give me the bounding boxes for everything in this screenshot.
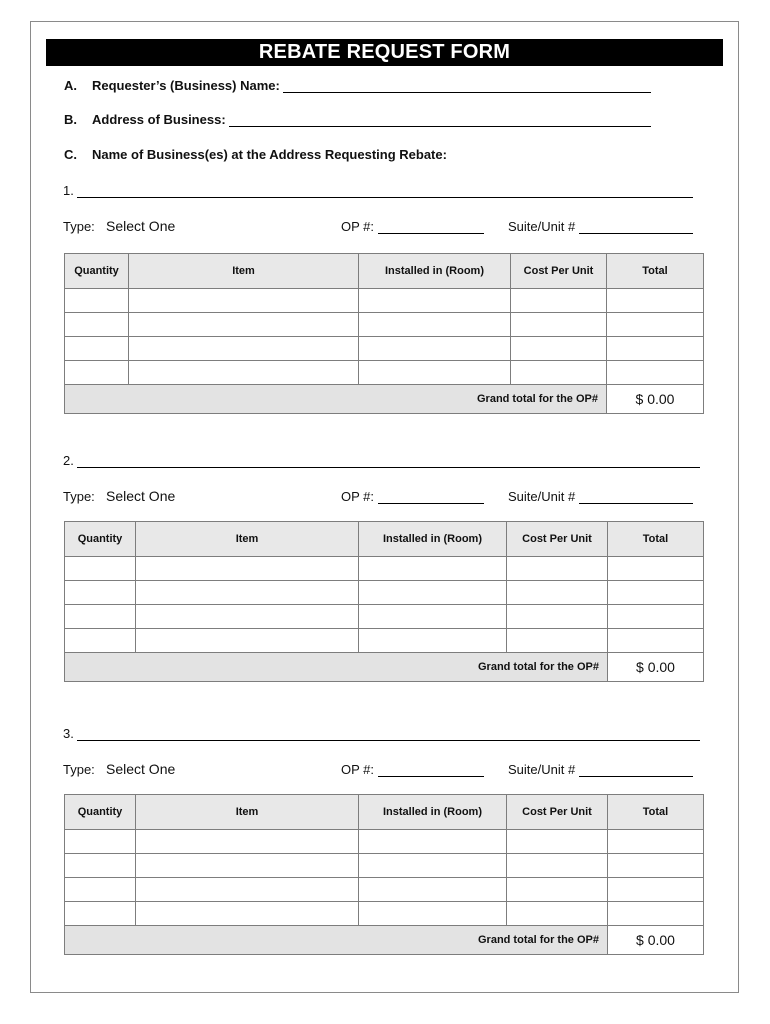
op-label: OP #:: [341, 219, 375, 234]
header-installed-room: Installed in (Room): [359, 254, 511, 289]
field-letter: C.: [64, 147, 77, 162]
quantity-cell[interactable]: [65, 557, 136, 581]
suite-label: Suite/Unit #: [508, 219, 576, 234]
field-label: Address of Business:: [92, 112, 226, 127]
section-1-line: [63, 183, 693, 198]
header-cost-per-unit: Cost Per Unit: [507, 522, 608, 557]
quantity-cell[interactable]: [65, 581, 136, 605]
item-cell[interactable]: [136, 902, 359, 926]
table-row: [65, 313, 704, 337]
cost-cell[interactable]: [507, 878, 608, 902]
suite-input[interactable]: [579, 764, 693, 777]
quantity-cell[interactable]: [65, 854, 136, 878]
requester-name-row: [64, 78, 651, 93]
grand-total-value: $ 0.00: [608, 926, 704, 955]
item-cell[interactable]: [129, 313, 359, 337]
cost-cell[interactable]: [507, 557, 608, 581]
cost-cell[interactable]: [507, 854, 608, 878]
type-label: Type:: [63, 762, 95, 777]
cost-cell[interactable]: [511, 361, 607, 385]
op-field: [341, 489, 484, 504]
total-cell[interactable]: [608, 854, 704, 878]
op-field: [341, 762, 484, 777]
table-row: [65, 337, 704, 361]
item-cell[interactable]: [136, 557, 359, 581]
section-2-type-row: [63, 487, 703, 507]
room-cell[interactable]: [359, 313, 511, 337]
section-number: 3.: [63, 726, 74, 741]
room-cell[interactable]: [359, 878, 507, 902]
room-cell[interactable]: [359, 605, 507, 629]
table-header-row: [65, 795, 704, 830]
suite-input[interactable]: [579, 491, 693, 504]
total-cell[interactable]: [608, 557, 704, 581]
business-address-input[interactable]: [229, 114, 651, 127]
total-cell[interactable]: [607, 337, 704, 361]
type-label: Type:: [63, 489, 95, 504]
type-select[interactable]: Select One: [106, 488, 176, 504]
suite-label: Suite/Unit #: [508, 489, 576, 504]
section-2-business-input[interactable]: [77, 455, 700, 468]
quantity-cell[interactable]: [65, 878, 136, 902]
total-cell[interactable]: [608, 605, 704, 629]
room-cell[interactable]: [359, 337, 511, 361]
type-select[interactable]: Select One: [106, 761, 176, 777]
quantity-cell[interactable]: [65, 830, 136, 854]
grand-total-row: [65, 926, 704, 955]
type-select[interactable]: Select One: [106, 218, 176, 234]
requester-name-input[interactable]: [283, 80, 651, 93]
section-3-line: [63, 726, 700, 741]
item-cell[interactable]: [136, 629, 359, 653]
cost-cell[interactable]: [507, 605, 608, 629]
op-label: OP #:: [341, 762, 375, 777]
cost-cell[interactable]: [507, 629, 608, 653]
field-label: Name of Business(es) at the Address Requesting Rebate:: [92, 147, 447, 162]
header-quantity: Quantity: [65, 254, 129, 289]
op-field: [341, 219, 484, 234]
section-2-table: [64, 521, 704, 682]
header-total: Total: [608, 522, 704, 557]
section-number: 2.: [63, 453, 74, 468]
suite-field: [508, 219, 693, 234]
item-cell[interactable]: [129, 361, 359, 385]
section-3-type-row: [63, 760, 703, 780]
table-row: [65, 878, 704, 902]
table-row: [65, 361, 704, 385]
total-cell[interactable]: [608, 581, 704, 605]
op-input[interactable]: [378, 221, 484, 234]
header-quantity: Quantity: [65, 795, 136, 830]
grand-total-row: [65, 653, 704, 682]
table-row: [65, 902, 704, 926]
room-cell[interactable]: [359, 830, 507, 854]
op-input[interactable]: [378, 764, 484, 777]
header-installed-room: Installed in (Room): [359, 522, 507, 557]
header-total: Total: [607, 254, 704, 289]
grand-total-row: [65, 385, 704, 414]
section-3-table: [64, 794, 704, 955]
suite-field: [508, 762, 693, 777]
room-cell[interactable]: [359, 629, 507, 653]
op-label: OP #:: [341, 489, 375, 504]
business-address-row: [64, 112, 651, 127]
table-header-row: [65, 254, 704, 289]
quantity-cell[interactable]: [65, 313, 129, 337]
total-cell[interactable]: [607, 361, 704, 385]
suite-field: [508, 489, 693, 504]
table-row: [65, 605, 704, 629]
total-cell[interactable]: [608, 902, 704, 926]
item-cell[interactable]: [136, 854, 359, 878]
quantity-cell[interactable]: [65, 605, 136, 629]
op-input[interactable]: [378, 491, 484, 504]
quantity-cell[interactable]: [65, 289, 129, 313]
grand-total-value: $ 0.00: [608, 653, 704, 682]
grand-total-label: Grand total for the OP#: [65, 653, 608, 682]
header-cost-per-unit: Cost Per Unit: [507, 795, 608, 830]
room-cell[interactable]: [359, 361, 511, 385]
section-number: 1.: [63, 183, 74, 198]
cost-cell[interactable]: [507, 902, 608, 926]
section-3-business-input[interactable]: [77, 728, 700, 741]
table-row: [65, 854, 704, 878]
item-cell[interactable]: [136, 605, 359, 629]
quantity-cell[interactable]: [65, 629, 136, 653]
type-label: Type:: [63, 219, 95, 234]
room-cell[interactable]: [359, 557, 507, 581]
table-row: [65, 629, 704, 653]
header-cost-per-unit: Cost Per Unit: [511, 254, 607, 289]
item-cell[interactable]: [129, 337, 359, 361]
room-cell[interactable]: [359, 289, 511, 313]
header-installed-room: Installed in (Room): [359, 795, 507, 830]
room-cell[interactable]: [359, 854, 507, 878]
section-1-table: [64, 253, 704, 414]
cost-cell[interactable]: [511, 289, 607, 313]
total-cell[interactable]: [608, 830, 704, 854]
header-quantity: Quantity: [65, 522, 136, 557]
quantity-cell[interactable]: [65, 337, 129, 361]
total-cell[interactable]: [607, 313, 704, 337]
cost-cell[interactable]: [507, 581, 608, 605]
table-row: [65, 289, 704, 313]
quantity-cell[interactable]: [65, 361, 129, 385]
total-cell[interactable]: [608, 878, 704, 902]
suite-input[interactable]: [579, 221, 693, 234]
total-cell[interactable]: [608, 629, 704, 653]
grand-total-value: $ 0.00: [607, 385, 704, 414]
cost-cell[interactable]: [511, 313, 607, 337]
cost-cell[interactable]: [507, 830, 608, 854]
form-title: REBATE REQUEST FORM: [46, 39, 723, 66]
table-row: [65, 581, 704, 605]
header-item: Item: [136, 522, 359, 557]
item-cell[interactable]: [136, 830, 359, 854]
business-names-row: [64, 147, 447, 162]
table-row: [65, 830, 704, 854]
field-label: Requester’s (Business) Name:: [92, 78, 280, 93]
room-cell[interactable]: [359, 581, 507, 605]
cost-cell[interactable]: [511, 337, 607, 361]
table-header-row: [65, 522, 704, 557]
grand-total-label: Grand total for the OP#: [65, 926, 608, 955]
quantity-cell[interactable]: [65, 902, 136, 926]
header-item: Item: [129, 254, 359, 289]
header-item: Item: [136, 795, 359, 830]
section-1-type-row: [63, 217, 703, 237]
section-2-line: [63, 453, 700, 468]
table-row: [65, 557, 704, 581]
suite-label: Suite/Unit #: [508, 762, 576, 777]
grand-total-label: Grand total for the OP#: [65, 385, 607, 414]
field-letter: B.: [64, 112, 77, 127]
item-cell[interactable]: [136, 878, 359, 902]
total-cell[interactable]: [607, 289, 704, 313]
item-cell[interactable]: [136, 581, 359, 605]
room-cell[interactable]: [359, 902, 507, 926]
field-letter: A.: [64, 78, 77, 93]
header-total: Total: [608, 795, 704, 830]
item-cell[interactable]: [129, 289, 359, 313]
section-1-business-input[interactable]: [77, 185, 693, 198]
